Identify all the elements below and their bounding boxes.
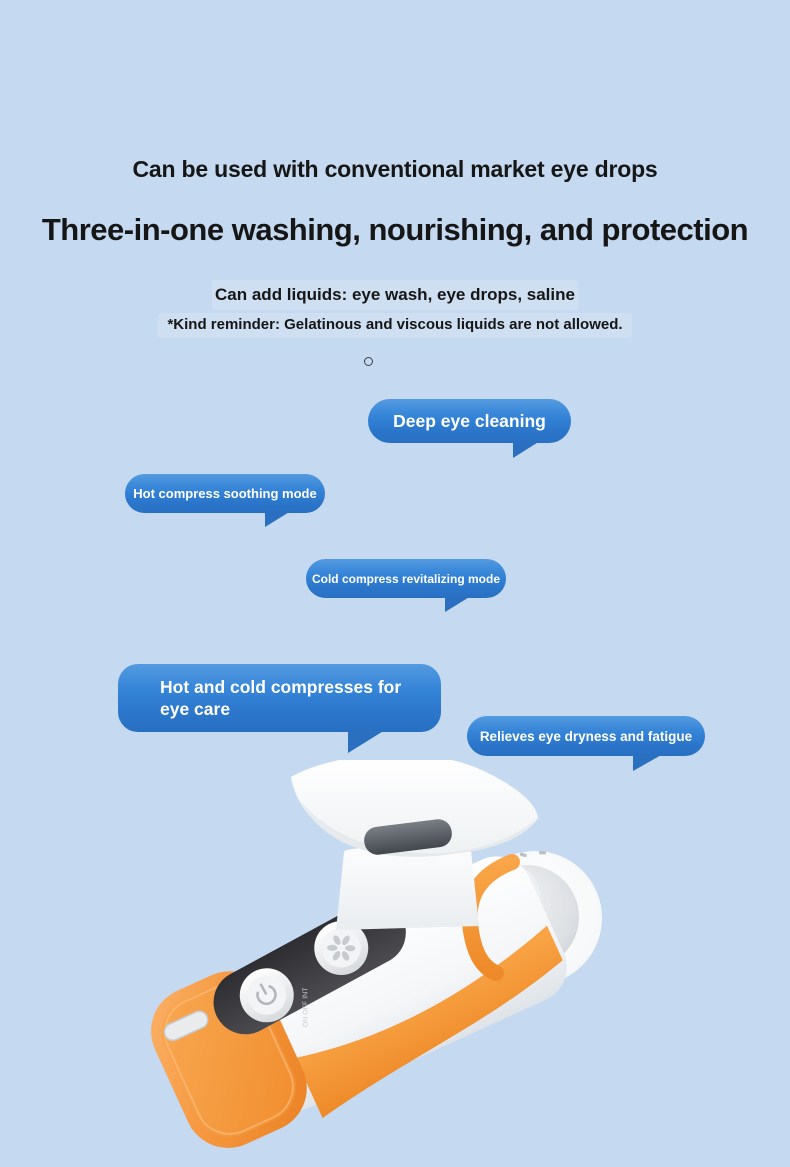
ring-marker — [364, 357, 373, 366]
headline-primary: Three-in-one washing, nourishing, and protection — [41, 212, 749, 247]
callout-label: Cold compress revitalizing mode — [311, 571, 501, 586]
callout-label: Hot and cold compresses for eye care — [160, 677, 402, 719]
callout-tail — [633, 754, 663, 771]
neck — [336, 846, 479, 930]
liquids-note: Can add liquids: eye wash, eye drops, saline — [215, 285, 575, 304]
callout-hot-compress — [125, 474, 325, 513]
callout-label: Relieves eye dryness and fatigue — [479, 728, 693, 744]
panel-label: ON OFF INT — [302, 987, 310, 1028]
callout-tail — [513, 441, 540, 458]
product-illustration — [130, 760, 610, 1167]
viscous-warning: *Kind reminder: Gelatinous and viscous liquids are not allowed. — [167, 316, 623, 333]
callout-label: Deep eye cleaning — [393, 410, 546, 431]
callout-label: Hot compress soothing mode — [133, 486, 317, 501]
callout-tail — [445, 596, 471, 612]
callout-cold-compress — [306, 559, 506, 598]
callout-tail — [265, 511, 291, 527]
callout-hot-cold-eye-care — [118, 664, 441, 732]
callout-relieves-dryness — [467, 716, 705, 756]
eye-cup — [291, 760, 538, 857]
callout-tail — [348, 730, 385, 753]
callout-deep-eye-cleaning — [368, 399, 571, 443]
headline-secondary: Can be used with conventional market eye drops — [132, 156, 658, 182]
